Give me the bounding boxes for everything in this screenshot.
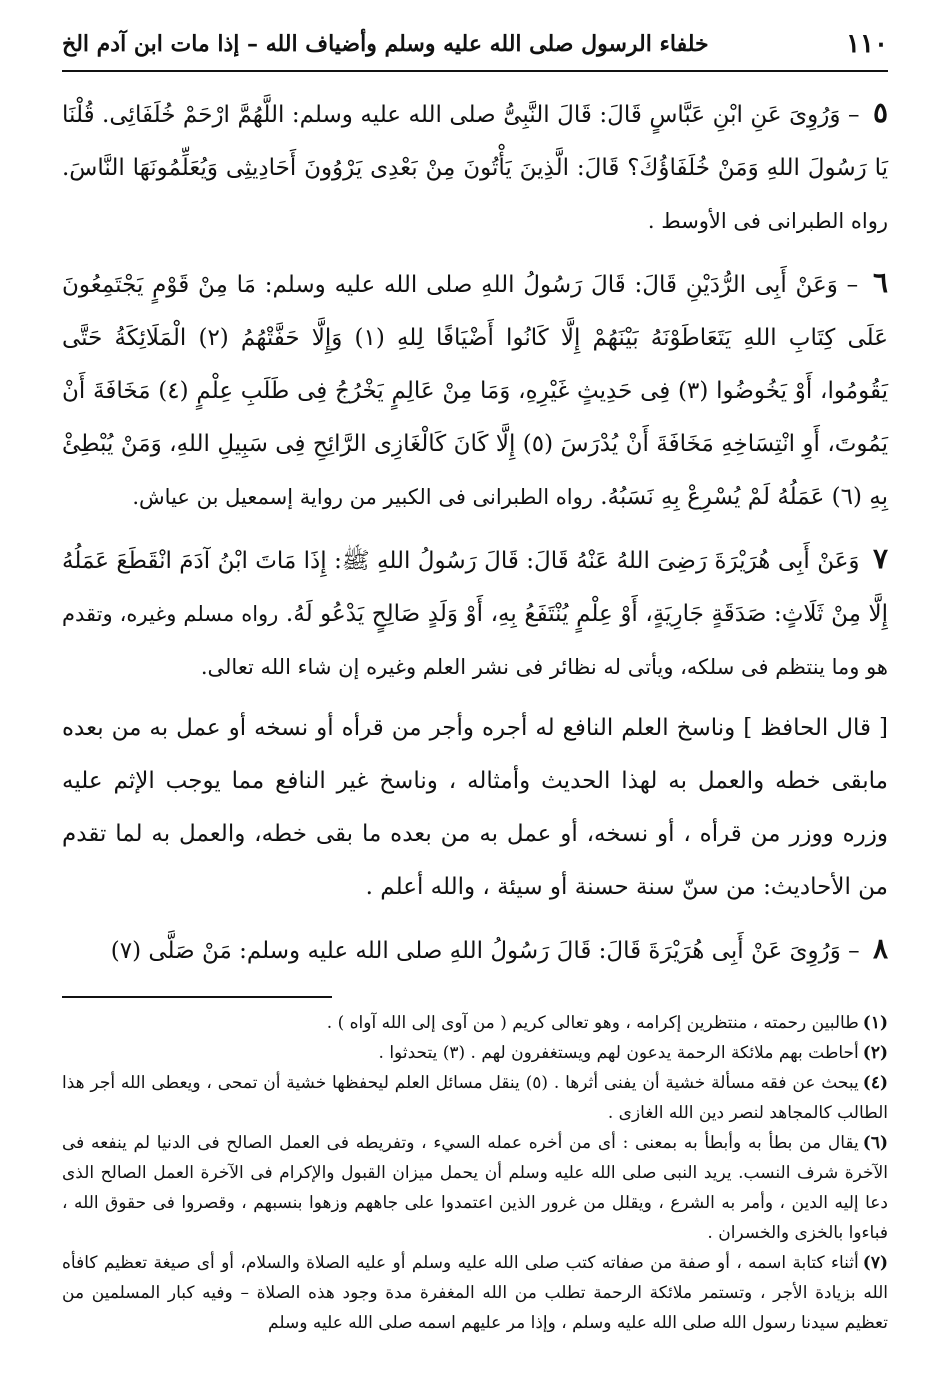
page-number: ١١٠ (846, 29, 888, 59)
hadith-paragraph (62, 532, 888, 694)
hadith-number: ٨ (872, 932, 888, 965)
main-text (62, 86, 888, 978)
footnote-rule (62, 996, 332, 998)
narration-note: رواه الطبرانى فى الأوسط . (647, 209, 888, 233)
footnote-text: يبحث عن فقه مسألة خشية أن يفنى أثرها . (٥) ينقل مسائل العلم ليحفظها خشية أن تمحى ، ويعطى الله أجر هذا الطالب كالمجاهد لنصر دين الله الغازى . (62, 1073, 888, 1123)
footnote-number: (٦) (862, 1133, 888, 1153)
hadith-text: – وَرُوِىَ عَنِ ابْنِ عَبَّاسٍ قَالَ: قَالَ النَّبِىُّ صلى الله عليه وسلم: اللَّهُمَّ ارْحَمْ خُلَفَائِى. قُلْنَا يَا رَسُولَ اللهِ وَمَنْ خُلَفَاؤُكَ؟ قَالَ: الَّذِينَ يَأْتُونَ مِنْ بَعْدِى يَرْوُونَ أَحَادِيثِى وَيُعَلِّمُونَهَا النَّاسَ. (62, 102, 888, 181)
hadith-text: – وَرُوِىَ عَنْ أَبِى هُرَيْرَةَ قَالَ: قَالَ رَسُولُ اللهِ صلى الله عليه وسلم: مَنْ صَلَّى (٧) (110, 938, 860, 964)
hadith-text: وَعَنْ أَبِى هُرَيْرَةَ رَضِىَ اللهُ عَنْهُ قَالَ: قَالَ رَسُولُ اللهِ ﷺ: إِذَا مَاتَ ابْنُ آدَمَ انْقَطَعَ عَمَلُهُ إِلَّا مِنْ ثَلَاثٍ: صَدَقَةٍ جَارِيَةٍ، أَوْ عِلْمٍ يُنْتَفَعُ بِهِ، أَوْ وَلَدٍ صَالِحٍ يَدْعُو لَهُ. (62, 548, 888, 627)
narration-note: رواه الطبرانى فى الكبير من رواية إسمعيل بن عياش. (132, 485, 593, 509)
footnote-number: (١) (862, 1013, 888, 1033)
narration-note: رواه مسلم وغيره، وتقدم هو وما ينتظم فى سلكه، ويأتى له نظائر فى نشر العلم وغيره إن شاء الله تعالى. (62, 602, 888, 679)
hadith-paragraph (62, 922, 888, 978)
hadith-number: ٧ (872, 542, 888, 575)
footnote (62, 1008, 888, 1038)
footnote-number: (٧) (862, 1253, 888, 1273)
footnote (62, 1128, 888, 1248)
hadith-number: ٥ (872, 96, 889, 129)
footnote-text: طالبين رحمته ، منتظرين إكرامه ، وهو تعالى كريم ( من آوى إلى الله آواه ) . (326, 1013, 859, 1033)
footnote (62, 1248, 888, 1338)
page-header (62, 22, 888, 66)
hadith-paragraph (62, 86, 888, 248)
header-rule (62, 70, 888, 72)
footnote-number: (٤) (862, 1073, 889, 1093)
hafiz-commentary: [ قال الحافظ ] وناسخ العلم النافع له أجره وأجر من قرأه أو نسخه أو عمل به من بعده مابقى خطه والعمل به لهذا الحديث وأمثاله ، وناسخ غير النافع مما يوجب الإثم عليه وزره ووزر من قرأه ، أو نسخه، أو عمل به من بعده ما بقى خطه، والعمل به لما تقدم من الأحاديث: من سنّ سنة حسنة أو سيئة ، والله أعلم . (62, 715, 888, 900)
footnote-text: أثناء كتابة اسمه ، أو صفة من صفاته كتب صلى الله عليه وسلم أو عليه الصلاة والسلام، أو أى صيغة تعظيم كافأه الله بزيادة الأجر ، وتستمر ملائكة الرحمة تطلب من الله المغفرة مدة وجود هذه الصلاة – وفيه كبار المسلمين من تعظيم سيدنا رسول الله صلى الله عليه وسلم ، وإذا مر عليهم اسمه صلى الله عليه وسلم (62, 1253, 888, 1333)
hadith-text: – وَعَنْ أَبِى الرُّدَيْنِ قَالَ: قَالَ رَسُولُ اللهِ صلى الله عليه وسلم: مَا مِنْ قَوْمٍ يَجْتَمِعُونَ عَلَى كِتَابِ اللهِ يَتَعَاطَوْنَهُ بَيْنَهُمْ إِلَّا كَانُوا أَضْيَافًا لِلهِ (١) وَإِلَّا حَفَّتْهُمُ (٢) الْمَلَائِكَةُ حَتَّى يَقُومُوا، أَوْ يَخُوضُوا (٣) فِى حَدِيثٍ غَيْرِهِ، وَمَا مِنْ عَالِمٍ يَخْرُجُ فِى طَلَبِ عِلْمٍ (٤) مَخَافَةَ أَنْ يَمُوتَ، أَوِ انْتِسَاخِهِ مَخَافَةَ أَنْ يُدْرَسَ (٥) إِلَّا كَانَ كَالْغَازِى الرَّائِحِ فِى سَبِيلِ اللهِ، وَمَنْ يُبْطِئْ بِهِ (٦) عَمَلُهُ لَمْ يُسْرِعْ بِهِ نَسَبُهُ. (62, 272, 888, 510)
footnote (62, 1038, 888, 1068)
footnotes (62, 1008, 888, 1338)
footnote-text: يقال من بطأ به وأبطأ به بمعنى : أى من أخره عمله السيء ، وتفريطه فى العمل الصالح فى الدنيا لم ينفعه فى الآخرة شرف النسب. يريد النبى صلى الله عليه وسلم أن يحمل ميزان القبول والإكرام فى الآخرة العمل الصالح الذى دعا إليه الدين ، وأمر به الشرع ، ويقلل من غرور الذين اعتمدوا على جاههم وزهوا بنسبهم ، وقصروا فى حقوق الله ، فباءوا بالخزى والخسران . (62, 1133, 888, 1243)
hadith-number: ٦ (872, 266, 888, 299)
hadith-paragraph (62, 256, 888, 524)
footnote (62, 1068, 888, 1128)
footnote-text: أحاطت بهم ملائكة الرحمة يدعون لهم ويستغفرون لهم . (٣) يتحدثوا . (378, 1043, 859, 1063)
footnote-number: (٢) (862, 1043, 888, 1063)
running-title: خلفاء الرسول صلى الله عليه وسلم وأضياف الله – إذا مات ابن آدم الخ (62, 31, 709, 57)
